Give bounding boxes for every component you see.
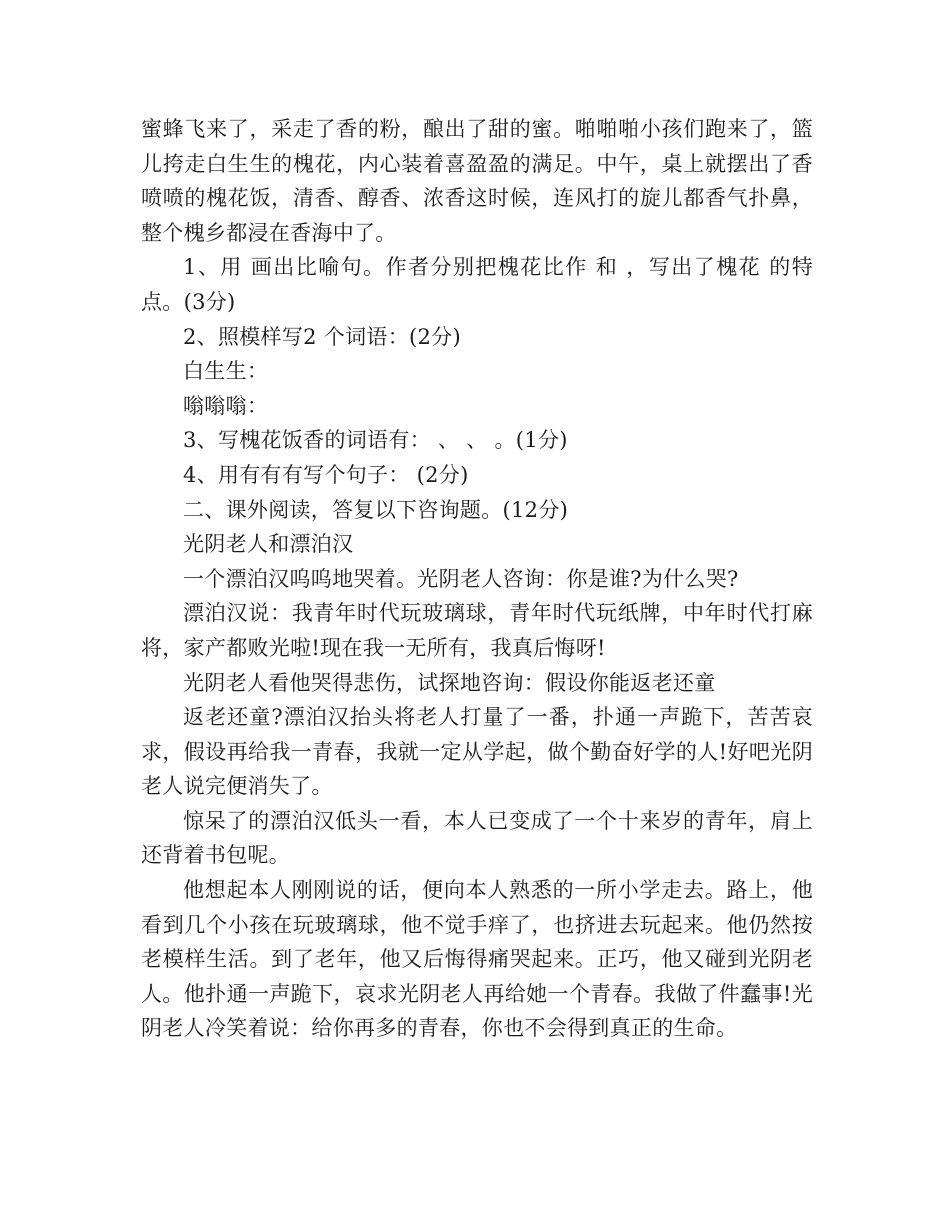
story-paragraph: 光阴老人看他哭得悲伤，试探地咨询：假设你能返老还童 <box>183 670 716 695</box>
story-title: 光阴老人和漂泊汉 <box>183 532 354 557</box>
section-heading: 二、课外阅读，答复以下咨询题。(12分) <box>183 497 569 522</box>
question-3: 3、写槐花饭香的词语有： 、 、 。(1分) <box>183 428 568 453</box>
question-2: 2、照模样写2 个词语：(2分) <box>183 324 461 349</box>
story-paragraph: 惊呆了的漂泊汉低头一看，本人已变成了一个十来岁的青年，肩上还背着书包呢。 <box>141 808 813 868</box>
question-1: 1、用 画出比喻句。作者分别把槐花比作 和 ，写出了槐花 的特点。(3分) <box>141 255 813 314</box>
question-4: 4、用有有有写个句子： (2分) <box>183 462 469 487</box>
story-paragraph: 漂泊汉说：我青年时代玩玻璃球，青年时代玩纸牌，中年时代打麻将，家产都败光啦!现在我一无所有，我真后悔呀! <box>141 601 813 660</box>
story-paragraph: 一个漂泊汉呜呜地哭着。光阴老人咨询：你是谁?为什么哭? <box>183 566 739 591</box>
paragraph-continuation: 蜜蜂飞来了，采走了香的粉，酿出了甜的蜜。啪啪啪小孩们跑来了，篮儿挎走白生生的槐花，内心装着喜盈盈的满足。中午，桌上就摆出了香喷喷的槐花饭，清香、醇香、浓香这时候，连风打的旋儿都香气扑鼻，整个槐乡都浸在香海中了。 <box>141 117 813 245</box>
document-body <box>141 112 813 1046</box>
question-2-item-2: 嗡嗡嗡： <box>183 393 269 418</box>
story-paragraph: 返老还童?漂泊汉抬头将老人打量了一番，扑通一声跪下，苦苦哀求，假设再给我一青春，我就一定从学起，做个勤奋好学的人!好吧光阴老人说完便消失了。 <box>141 705 813 799</box>
question-2-item-1: 白生生： <box>183 359 269 384</box>
story-paragraph: 他想起本人刚刚说的话，便向本人熟悉的一所小学走去。路上，他看到几个小孩在玩玻璃球，他不觉手痒了，也挤进去玩起来。他仍然按老模样生活。到了老年，他又后悔得痛哭起来。正巧，他又碰到光阴老人。他扑通一声跪下，哀求光阴老人再给她一个青春。我做了件蠢事!光阴老人冷笑着说：给你再多的青春，你也不会得到真正的生命。 <box>141 878 813 1041</box>
